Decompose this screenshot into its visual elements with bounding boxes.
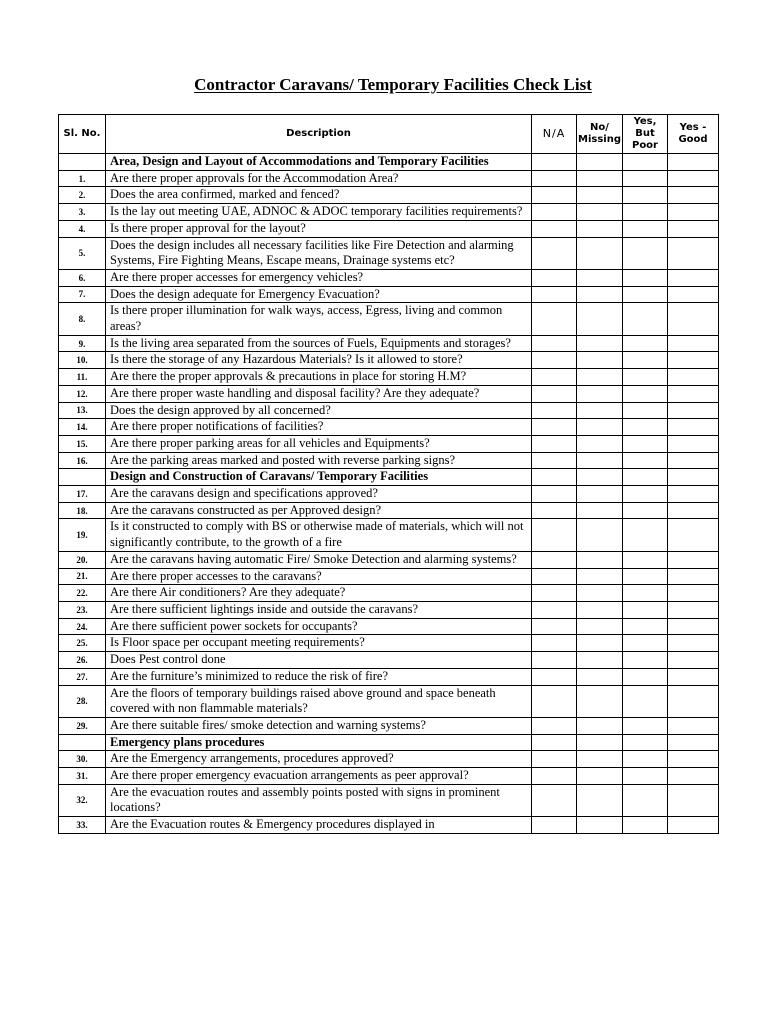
yes-but-poor-checkbox[interactable] xyxy=(623,286,668,303)
table-row xyxy=(59,635,719,652)
no-missing-checkbox[interactable] xyxy=(577,502,623,519)
yes-but-poor-checkbox[interactable] xyxy=(623,652,668,669)
serial-number: 6. xyxy=(59,269,106,286)
item-description: Are there proper accesses to the caravans? xyxy=(106,568,532,585)
yes-but-poor-checkbox[interactable] xyxy=(623,452,668,469)
yes-good-checkbox[interactable] xyxy=(668,419,719,436)
table-row xyxy=(59,551,719,568)
yes-but-poor-checkbox[interactable] xyxy=(623,303,668,335)
yes-but-poor-checkbox[interactable] xyxy=(623,568,668,585)
na-checkbox[interactable] xyxy=(532,335,577,352)
yes-good-checkbox[interactable] xyxy=(668,717,719,734)
yes-but-poor-checkbox[interactable] xyxy=(623,335,668,352)
table-row xyxy=(59,585,719,602)
serial-number: 2. xyxy=(59,187,106,204)
yes-but-poor-checkbox[interactable] xyxy=(623,668,668,685)
no-missing-checkbox[interactable] xyxy=(577,519,623,551)
na-checkbox[interactable] xyxy=(532,784,577,816)
item-description: Are there suitable fires/ smoke detection and warning systems? xyxy=(106,717,532,734)
serial-number: 32. xyxy=(59,784,106,816)
serial-number: 9. xyxy=(59,335,106,352)
yes-good-checkbox[interactable] xyxy=(668,502,719,519)
item-description: Are there proper approvals for the Accommodation Area? xyxy=(106,170,532,187)
item-description: Does the design approved by all concerned? xyxy=(106,402,532,419)
item-description: Are there proper emergency evacuation arrangements as peer approval? xyxy=(106,768,532,785)
serial-number: 14. xyxy=(59,419,106,436)
table-row xyxy=(59,402,719,419)
serial-number: 24. xyxy=(59,618,106,635)
no-missing-checkbox[interactable] xyxy=(577,585,623,602)
item-description: Is it constructed to comply with BS or otherwise made of materials, which will not significantly contribute, to the growth of a fire xyxy=(106,519,532,551)
table-row xyxy=(59,652,719,669)
table-row xyxy=(59,369,719,386)
item-description: Are the evacuation routes and assembly points posted with signs in prominent locations? xyxy=(106,784,532,816)
table-row xyxy=(59,187,719,204)
yes-good-checkbox[interactable] xyxy=(668,668,719,685)
no-missing-checkbox[interactable] xyxy=(577,601,623,618)
table-row xyxy=(59,170,719,187)
serial-number: 1. xyxy=(59,170,106,187)
na-checkbox[interactable] xyxy=(532,618,577,635)
item-description: Is Floor space per occupant meeting requirements? xyxy=(106,635,532,652)
yes-good-checkbox[interactable] xyxy=(668,817,719,834)
table-row xyxy=(59,419,719,436)
serial-number: 21. xyxy=(59,568,106,585)
yes-good-checkbox[interactable] xyxy=(668,751,719,768)
no-missing-checkbox[interactable] xyxy=(577,369,623,386)
table-row xyxy=(59,618,719,635)
no-missing-checkbox[interactable] xyxy=(577,734,623,751)
item-description: Are the floors of temporary buildings raised above ground and space beneath covered with non flammable materials? xyxy=(106,685,532,717)
serial-number: 31. xyxy=(59,768,106,785)
no-missing-checkbox[interactable] xyxy=(577,352,623,369)
yes-but-poor-checkbox[interactable] xyxy=(623,369,668,386)
col-header-yes-but-poor: Yes, But Poor xyxy=(623,115,668,154)
serial-number: 29. xyxy=(59,717,106,734)
no-missing-checkbox[interactable] xyxy=(577,269,623,286)
yes-good-checkbox[interactable] xyxy=(668,237,719,269)
yes-good-checkbox[interactable] xyxy=(668,220,719,237)
item-description: Does the design adequate for Emergency Evacuation? xyxy=(106,286,532,303)
yes-but-poor-checkbox[interactable] xyxy=(623,685,668,717)
na-checkbox[interactable] xyxy=(532,652,577,669)
na-checkbox[interactable] xyxy=(532,551,577,568)
no-missing-checkbox[interactable] xyxy=(577,568,623,585)
yes-good-checkbox[interactable] xyxy=(668,519,719,551)
no-missing-checkbox[interactable] xyxy=(577,784,623,816)
no-missing-checkbox[interactable] xyxy=(577,635,623,652)
table-row xyxy=(59,717,719,734)
table-row xyxy=(59,502,719,519)
no-missing-checkbox[interactable] xyxy=(577,817,623,834)
yes-good-checkbox[interactable] xyxy=(668,369,719,386)
na-checkbox[interactable] xyxy=(532,717,577,734)
no-missing-checkbox[interactable] xyxy=(577,435,623,452)
no-missing-checkbox[interactable] xyxy=(577,452,623,469)
na-checkbox[interactable] xyxy=(532,751,577,768)
serial-number: 17. xyxy=(59,486,106,503)
yes-but-poor-checkbox[interactable] xyxy=(623,768,668,785)
no-missing-checkbox[interactable] xyxy=(577,237,623,269)
col-header-sl-no: Sl. No. xyxy=(59,115,106,154)
na-checkbox[interactable] xyxy=(532,385,577,402)
na-checkbox[interactable] xyxy=(532,369,577,386)
no-missing-checkbox[interactable] xyxy=(577,618,623,635)
table-row xyxy=(59,352,719,369)
item-description: Are there Air conditioners? Are they adequate? xyxy=(106,585,532,602)
serial-number: 13. xyxy=(59,402,106,419)
na-checkbox[interactable] xyxy=(532,352,577,369)
item-description: Is there proper approval for the layout? xyxy=(106,220,532,237)
table-row xyxy=(59,751,719,768)
no-missing-checkbox[interactable] xyxy=(577,335,623,352)
yes-good-checkbox[interactable] xyxy=(668,154,719,171)
na-checkbox[interactable] xyxy=(532,601,577,618)
na-checkbox[interactable] xyxy=(532,768,577,785)
item-description: Are there the proper approvals & precautions in place for storing H.M? xyxy=(106,369,532,386)
section-title: Emergency plans procedures xyxy=(106,734,532,751)
yes-but-poor-checkbox[interactable] xyxy=(623,352,668,369)
no-missing-checkbox[interactable] xyxy=(577,402,623,419)
table-row xyxy=(59,452,719,469)
table-row xyxy=(59,303,719,335)
no-missing-checkbox[interactable] xyxy=(577,751,623,768)
yes-but-poor-checkbox[interactable] xyxy=(623,220,668,237)
na-checkbox[interactable] xyxy=(532,685,577,717)
col-header-description: Description xyxy=(106,115,532,154)
na-checkbox[interactable] xyxy=(532,204,577,221)
yes-but-poor-checkbox[interactable] xyxy=(623,486,668,503)
yes-but-poor-checkbox[interactable] xyxy=(623,734,668,751)
yes-but-poor-checkbox[interactable] xyxy=(623,551,668,568)
item-description: Are the Emergency arrangements, procedures approved? xyxy=(106,751,532,768)
yes-but-poor-checkbox[interactable] xyxy=(623,751,668,768)
serial-number: 19. xyxy=(59,519,106,551)
yes-but-poor-checkbox[interactable] xyxy=(623,187,668,204)
checklist-table xyxy=(58,114,719,834)
yes-good-checkbox[interactable] xyxy=(668,734,719,751)
table-row xyxy=(59,220,719,237)
table-row xyxy=(59,519,719,551)
na-checkbox[interactable] xyxy=(532,419,577,436)
yes-good-checkbox[interactable] xyxy=(668,170,719,187)
no-missing-checkbox[interactable] xyxy=(577,551,623,568)
serial-number: 27. xyxy=(59,668,106,685)
serial-number: 23. xyxy=(59,601,106,618)
yes-but-poor-checkbox[interactable] xyxy=(623,402,668,419)
item-description: Are the caravans having automatic Fire/ Smoke Detection and alarming systems? xyxy=(106,551,532,568)
yes-good-checkbox[interactable] xyxy=(668,187,719,204)
table-row xyxy=(59,385,719,402)
item-description: Is the living area separated from the sources of Fuels, Equipments and storages? xyxy=(106,335,532,352)
na-checkbox[interactable] xyxy=(532,452,577,469)
item-description: Are there proper notifications of facilities? xyxy=(106,419,532,436)
col-header-no-missing: No/ Missing xyxy=(577,115,623,154)
yes-good-checkbox[interactable] xyxy=(668,635,719,652)
yes-good-checkbox[interactable] xyxy=(668,618,719,635)
yes-but-poor-checkbox[interactable] xyxy=(623,469,668,486)
item-description: Does the area confirmed, marked and fenced? xyxy=(106,187,532,204)
no-missing-checkbox[interactable] xyxy=(577,685,623,717)
serial-number: 15. xyxy=(59,435,106,452)
table-row xyxy=(59,204,719,221)
serial-number: 10. xyxy=(59,352,106,369)
yes-good-checkbox[interactable] xyxy=(668,585,719,602)
table-row xyxy=(59,269,719,286)
item-description: Are there proper waste handling and disposal facility? Are they adequate? xyxy=(106,385,532,402)
serial-number: 4. xyxy=(59,220,106,237)
item-description: Are the parking areas marked and posted with reverse parking signs? xyxy=(106,452,532,469)
yes-good-checkbox[interactable] xyxy=(668,784,719,816)
serial-number xyxy=(59,734,106,751)
table-row xyxy=(59,685,719,717)
item-description: Does the design includes all necessary facilities like Fire Detection and alarming Systems, Fire Fighting Means, Escape means, Drainage systems etc? xyxy=(106,237,532,269)
yes-good-checkbox[interactable] xyxy=(668,601,719,618)
yes-but-poor-checkbox[interactable] xyxy=(623,170,668,187)
table-row xyxy=(59,768,719,785)
table-row xyxy=(59,486,719,503)
yes-but-poor-checkbox[interactable] xyxy=(623,502,668,519)
item-description: Are the caravans constructed as per Approved design? xyxy=(106,502,532,519)
yes-but-poor-checkbox[interactable] xyxy=(623,618,668,635)
yes-but-poor-checkbox[interactable] xyxy=(623,419,668,436)
item-description: Are the furniture’s minimized to reduce the risk of fire? xyxy=(106,668,532,685)
na-checkbox[interactable] xyxy=(532,303,577,335)
na-checkbox[interactable] xyxy=(532,817,577,834)
yes-good-checkbox[interactable] xyxy=(668,402,719,419)
col-header-yes-good: Yes - Good xyxy=(668,115,719,154)
na-checkbox[interactable] xyxy=(532,635,577,652)
no-missing-checkbox[interactable] xyxy=(577,154,623,171)
serial-number: 5. xyxy=(59,237,106,269)
item-description: Are the caravans design and specifications approved? xyxy=(106,486,532,503)
yes-good-checkbox[interactable] xyxy=(668,768,719,785)
table-row xyxy=(59,237,719,269)
yes-good-checkbox[interactable] xyxy=(668,269,719,286)
yes-good-checkbox[interactable] xyxy=(668,352,719,369)
item-description: Are there proper parking areas for all vehicles and Equipments? xyxy=(106,435,532,452)
yes-good-checkbox[interactable] xyxy=(668,469,719,486)
yes-good-checkbox[interactable] xyxy=(668,452,719,469)
page-title: Contractor Caravans/ Temporary Facilities Check List xyxy=(194,75,592,94)
na-checkbox[interactable] xyxy=(532,237,577,269)
na-checkbox[interactable] xyxy=(532,269,577,286)
item-description: Is the lay out meeting UAE, ADNOC & ADOC temporary facilities requirements? xyxy=(106,204,532,221)
no-missing-checkbox[interactable] xyxy=(577,187,623,204)
table-row xyxy=(59,568,719,585)
serial-number: 33. xyxy=(59,817,106,834)
serial-number: 11. xyxy=(59,369,106,386)
na-checkbox[interactable] xyxy=(532,668,577,685)
yes-but-poor-checkbox[interactable] xyxy=(623,237,668,269)
no-missing-checkbox[interactable] xyxy=(577,469,623,486)
yes-but-poor-checkbox[interactable] xyxy=(623,601,668,618)
no-missing-checkbox[interactable] xyxy=(577,768,623,785)
serial-number: 7. xyxy=(59,286,106,303)
col-header-na: N/A xyxy=(532,115,577,154)
yes-but-poor-checkbox[interactable] xyxy=(623,519,668,551)
no-missing-checkbox[interactable] xyxy=(577,652,623,669)
serial-number: 25. xyxy=(59,635,106,652)
no-missing-checkbox[interactable] xyxy=(577,204,623,221)
item-description: Are there sufficient power sockets for occupants? xyxy=(106,618,532,635)
yes-good-checkbox[interactable] xyxy=(668,335,719,352)
section-header-row xyxy=(59,734,719,751)
na-checkbox[interactable] xyxy=(532,502,577,519)
table-row xyxy=(59,668,719,685)
na-checkbox[interactable] xyxy=(532,585,577,602)
serial-number: 22. xyxy=(59,585,106,602)
table-row xyxy=(59,435,719,452)
yes-but-poor-checkbox[interactable] xyxy=(623,817,668,834)
na-checkbox[interactable] xyxy=(532,519,577,551)
item-description: Are the Evacuation routes & Emergency procedures displayed in xyxy=(106,817,532,834)
serial-number xyxy=(59,154,106,171)
yes-but-poor-checkbox[interactable] xyxy=(623,717,668,734)
item-description: Is there proper illumination for walk ways, access, Egress, living and common areas? xyxy=(106,303,532,335)
yes-good-checkbox[interactable] xyxy=(668,486,719,503)
yes-good-checkbox[interactable] xyxy=(668,286,719,303)
yes-good-checkbox[interactable] xyxy=(668,568,719,585)
na-checkbox[interactable] xyxy=(532,402,577,419)
no-missing-checkbox[interactable] xyxy=(577,170,623,187)
section-header-row xyxy=(59,154,719,171)
yes-good-checkbox[interactable] xyxy=(668,385,719,402)
serial-number: 28. xyxy=(59,685,106,717)
yes-good-checkbox[interactable] xyxy=(668,685,719,717)
yes-but-poor-checkbox[interactable] xyxy=(623,435,668,452)
yes-but-poor-checkbox[interactable] xyxy=(623,635,668,652)
no-missing-checkbox[interactable] xyxy=(577,419,623,436)
table-header-row xyxy=(59,115,719,154)
no-missing-checkbox[interactable] xyxy=(577,385,623,402)
na-checkbox[interactable] xyxy=(532,435,577,452)
section-title: Area, Design and Layout of Accommodations and Temporary Facilities xyxy=(106,154,532,171)
item-description: Are there sufficient lightings inside and outside the caravans? xyxy=(106,601,532,618)
serial-number: 12. xyxy=(59,385,106,402)
na-checkbox[interactable] xyxy=(532,220,577,237)
no-missing-checkbox[interactable] xyxy=(577,668,623,685)
table-row xyxy=(59,335,719,352)
yes-good-checkbox[interactable] xyxy=(668,204,719,221)
na-checkbox[interactable] xyxy=(532,154,577,171)
item-description: Is there the storage of any Hazardous Materials? Is it allowed to store? xyxy=(106,352,532,369)
yes-but-poor-checkbox[interactable] xyxy=(623,585,668,602)
serial-number: 16. xyxy=(59,452,106,469)
table-row xyxy=(59,286,719,303)
no-missing-checkbox[interactable] xyxy=(577,717,623,734)
na-checkbox[interactable] xyxy=(532,187,577,204)
yes-good-checkbox[interactable] xyxy=(668,435,719,452)
yes-but-poor-checkbox[interactable] xyxy=(623,154,668,171)
table-row xyxy=(59,601,719,618)
no-missing-checkbox[interactable] xyxy=(577,220,623,237)
yes-but-poor-checkbox[interactable] xyxy=(623,269,668,286)
no-missing-checkbox[interactable] xyxy=(577,486,623,503)
yes-good-checkbox[interactable] xyxy=(668,303,719,335)
serial-number xyxy=(59,469,106,486)
checklist-body xyxy=(59,154,719,834)
na-checkbox[interactable] xyxy=(532,486,577,503)
no-missing-checkbox[interactable] xyxy=(577,303,623,335)
na-checkbox[interactable] xyxy=(532,734,577,751)
table-row xyxy=(59,817,719,834)
section-header-row xyxy=(59,469,719,486)
serial-number: 26. xyxy=(59,652,106,669)
na-checkbox[interactable] xyxy=(532,469,577,486)
yes-good-checkbox[interactable] xyxy=(668,551,719,568)
item-description: Does Pest control done xyxy=(106,652,532,669)
no-missing-checkbox[interactable] xyxy=(577,286,623,303)
yes-but-poor-checkbox[interactable] xyxy=(623,784,668,816)
yes-good-checkbox[interactable] xyxy=(668,652,719,669)
serial-number: 20. xyxy=(59,551,106,568)
item-description: Are there proper accesses for emergency vehicles? xyxy=(106,269,532,286)
serial-number: 18. xyxy=(59,502,106,519)
serial-number: 8. xyxy=(59,303,106,335)
na-checkbox[interactable] xyxy=(532,568,577,585)
section-title: Design and Construction of Caravans/ Temporary Facilities xyxy=(106,469,532,486)
yes-but-poor-checkbox[interactable] xyxy=(623,385,668,402)
yes-but-poor-checkbox[interactable] xyxy=(623,204,668,221)
na-checkbox[interactable] xyxy=(532,170,577,187)
serial-number: 30. xyxy=(59,751,106,768)
table-row xyxy=(59,784,719,816)
serial-number: 3. xyxy=(59,204,106,221)
na-checkbox[interactable] xyxy=(532,286,577,303)
